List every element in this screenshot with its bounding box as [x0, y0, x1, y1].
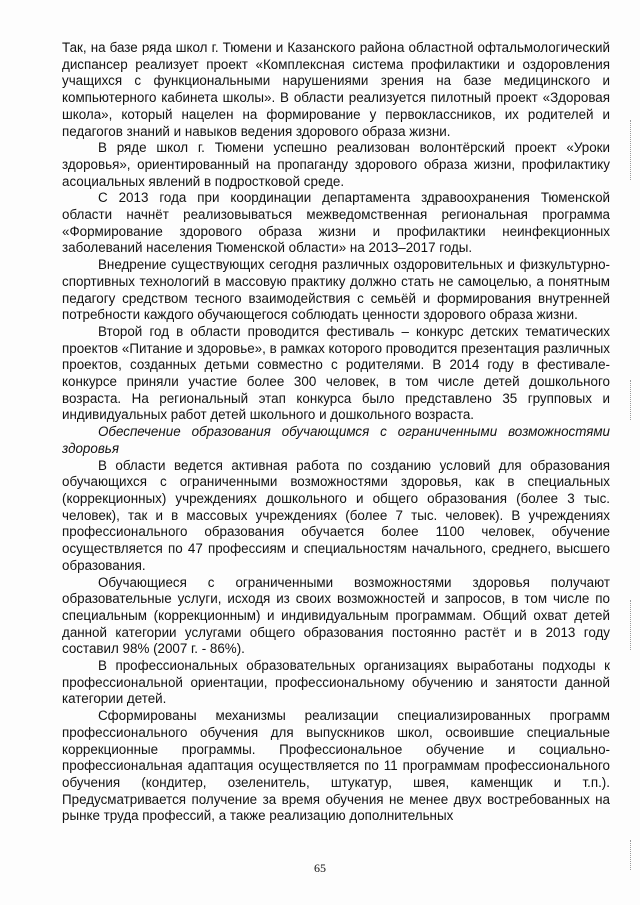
section-heading: Обеспечение образования обучающимся с ограниченными возможностями здоровья [62, 424, 610, 456]
paragraph: Внедрение существующих сегодня различных оздоровительных и физкультурно-спортивных технологий в массовую практику должно стать не самоцелью, а понятным педагогу средством тесного взаимодействия с семьёй и формирования внутренней потребности каждого обучающегося соблюдать ценности здорового образа жизни. [62, 257, 610, 323]
scan-artifact [630, 120, 634, 180]
paragraph: Второй год в области проводится фестиваль – конкурс детских тематических проектов «Питание и здоровье», в рамках которого проводится презентация различных проектов, созданных детьми совместно с родителями. В 2014 году в фестивале-конкурсе приняли участие более 300 человек, в том числе детей дошкольного возраста. На региональный этап конкурса было представлено 35 групповых и индивидуальных работ детей школьного и дошкольного возраста. [62, 323, 610, 423]
paragraph: С 2013 года при координации департамента здравоохранения Тюменской области начнёт реализовываться межведомственная региональная программа «Формирование здорового образа жизни и профилактики неинфекционных заболеваний населения Тюменской области» на 2013–2017 годы. [62, 190, 610, 256]
paragraph: В профессиональных образовательных организациях выработаны подходы к профессиональной ориентации, профессиональному обучению и занятости данной категории детей. [62, 658, 610, 707]
paragraph: Сформированы механизмы реализации специализированных программ профессионального обучения для выпускников школ, освоившие специальные коррекционные программы. Профессиональное обучение и социально-профессиональная адаптация осуществляется по 11 программам профессионального обучения (кондитер, озеленитель, штукатур, швея, каменщик и т.п.). Предусматривается получение за время обучения не менее двух востребованных на рынке труда профессий, а также реализацию дополнительных [62, 708, 610, 824]
scan-artifact [630, 380, 634, 420]
paragraph: Так, на базе ряда школ г. Тюмени и Казанского района областной офтальмологический диспансер реализует проект «Комплексная система профилактики и оздоровления учащихся с функциональными нарушениями зрения на базе медицинского и компьютерного кабинета школы». В области реализуется пилотный проект «Здоровая школа», который нацелен на формирование у первоклассников, их родителей и педагогов знаний и навыков ведения здорового образа жизни. [62, 40, 610, 139]
page-number: 65 [314, 861, 326, 875]
paragraph: В области ведется активная работа по созданию условий для образования обучающихся с ограниченными возможностями здоровья, как в специальных (коррекционных) учреждениях дошкольного и общего образования (более 3 тыс. человек), так и в массовых учреждениях (более 7 тыс. человек). В учреждениях профессионального образования обучается более 1100 человек, обучение осуществляется по 47 профессиям и специальностям начального, среднего, высшего образования. [62, 457, 610, 573]
paragraph: Обучающиеся с ограниченными возможностями здоровья получают образовательные услуги, исходя из своих возможностей и запросов, в том числе по специальным (коррекционным) и индивидуальным программам. Общий охват детей данной категории услугами общего образования постоянно растёт и в 2013 году составил 98% (2007 г. - 86%). [62, 574, 610, 657]
scan-artifact [630, 600, 634, 650]
scan-artifact [630, 840, 634, 870]
paragraph: В ряде школ г. Тюмени успешно реализован волонтёрский проект «Уроки здоровья», ориентированный на пропаганду здорового образа жизни, профилактику асоциальных явлений в подростковой среде. [62, 140, 610, 189]
page-body [62, 40, 610, 825]
